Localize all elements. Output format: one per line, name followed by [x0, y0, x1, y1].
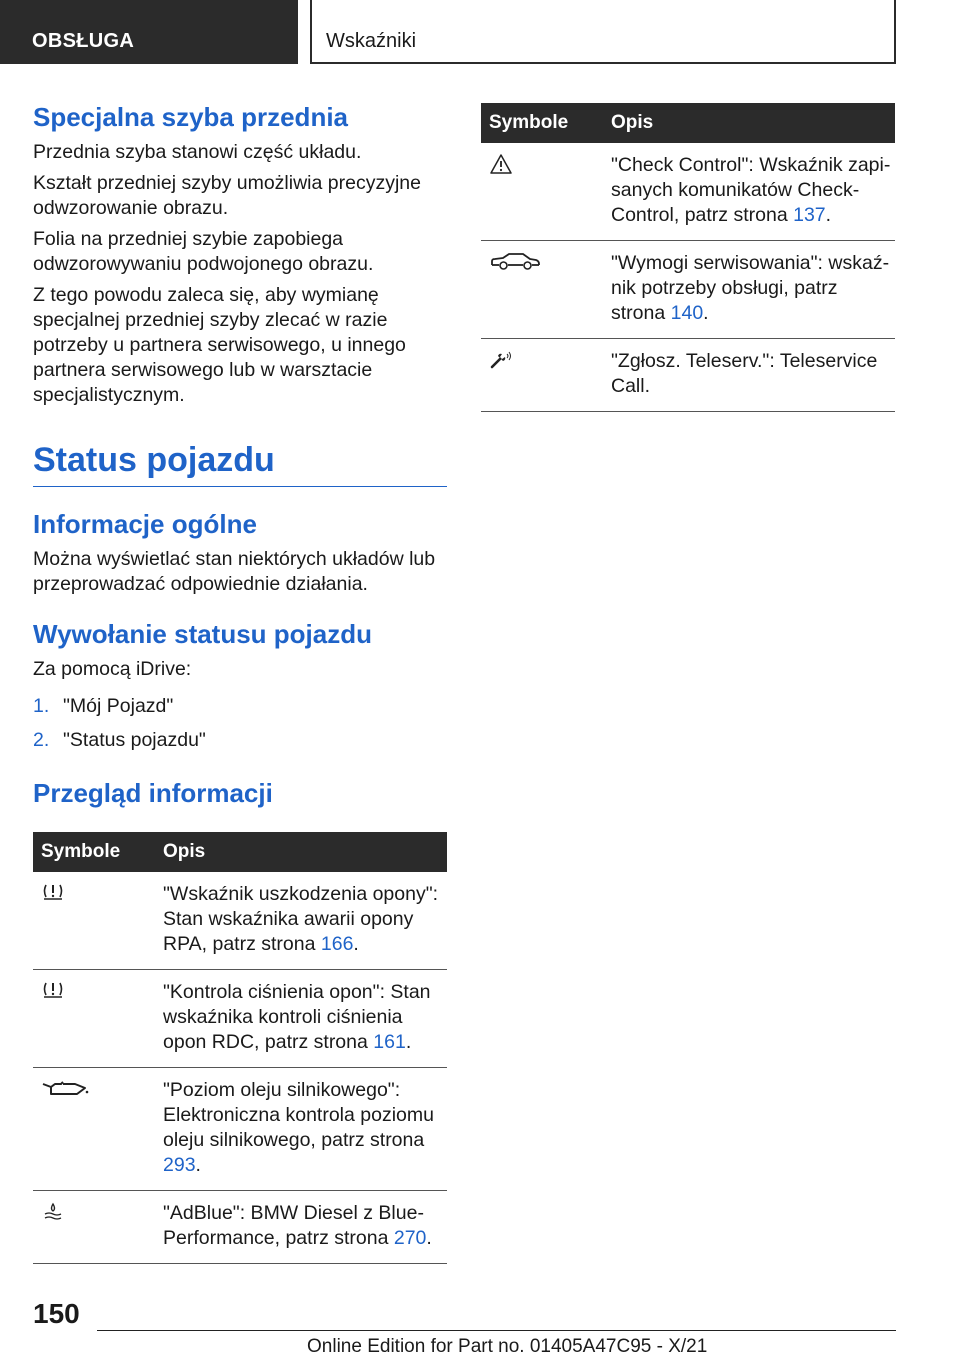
status-heading: Status pojazdu: [33, 438, 447, 487]
list-item: [33, 728, 447, 753]
symbols-table-right: [481, 103, 895, 412]
page-reference-link[interactable]: 137: [793, 204, 826, 226]
windshield-paragraph: Kształt przedniej szyby umożliwia precyzyjne odwzorowanie obrazu.: [33, 172, 421, 219]
windshield-paragraph: Folia na przedniej szybie zapobiega odwzorowywaniu podwojonego obrazu.: [33, 228, 374, 275]
row-description: "Wskaźnik uszkodzenia opony": Stan wskaźnika awarii opony RPA, patrz strona: [163, 883, 439, 955]
row-description: "Kontrola ciśnienia opon": Stan wskaźnika kontroli ciśnienia opon RDC, patrz strona: [163, 981, 431, 1053]
teleservice-icon: [489, 349, 515, 378]
row-description: "Poziom oleju silnikowego": Elektroniczna kontrola poziomu oleju silnikowego, patrz strona: [163, 1079, 434, 1151]
table-row: [481, 143, 895, 241]
page-reference-link[interactable]: 166: [320, 933, 354, 955]
description-column-header: Opis: [163, 832, 447, 872]
symbols-column-header: Symbole: [33, 832, 163, 872]
row-description: "Wymogi serwisowania": wskaźnik potrzeby obsługi, patrz strona: [611, 252, 890, 324]
call-status-heading: Wywołanie statusu pojazdu: [33, 619, 373, 649]
table-header-row: [481, 103, 895, 143]
windshield-paragraph: Przednia szyba stanowi część układu.: [33, 141, 362, 163]
row-end: .: [353, 933, 359, 955]
car-service-icon: [489, 251, 541, 278]
overview-heading: Przegląd informacji: [33, 778, 273, 808]
row-end: .: [825, 204, 832, 226]
windshield-heading: Specjalna szyba przednia: [33, 102, 349, 132]
tire-pressure-icon: [41, 980, 65, 1009]
table-row: [33, 872, 447, 970]
row-end: .: [426, 1227, 432, 1249]
warning-triangle-icon: [489, 153, 513, 182]
step-number: 1.: [33, 695, 50, 717]
list-item: [33, 694, 447, 719]
row-end: .: [703, 302, 709, 324]
symbols-column-header: Symbole: [481, 103, 611, 143]
symbols-table-left: [33, 832, 447, 1264]
page-reference-link[interactable]: 293: [163, 1154, 196, 1176]
general-info-text: Można wyświetlać stan niektórych układów lub przeprowadzać odpowiednie działania.: [33, 548, 436, 595]
page-reference-link[interactable]: 270: [393, 1227, 427, 1249]
table-row: [481, 339, 895, 412]
table-row: [33, 970, 447, 1068]
call-status-intro: Za pomocą iDrive:: [33, 658, 192, 680]
chapter-title: Wskaźniki: [310, 0, 896, 64]
row-description: "AdBlue": BMW Diesel z BluePerformance, patrz strona: [163, 1202, 424, 1249]
general-info-heading: Informacje ogólne: [33, 509, 257, 539]
row-end: .: [195, 1154, 201, 1176]
left-column: [33, 100, 447, 1264]
adblue-icon: [41, 1201, 65, 1230]
row-end: .: [405, 1031, 412, 1053]
windshield-paragraph: Z tego powodu zaleca się, aby wymianę specjalnej przedniej szyby zlecać w razie potrzeby u partnera serwisowego, u innego partnera serwisowego lub w warsztacie specjalistycznym.: [33, 284, 406, 406]
step-number: 2.: [33, 729, 50, 751]
page-reference-link[interactable]: 161: [373, 1031, 406, 1053]
table-row: [33, 1068, 447, 1191]
description-column-header: Opis: [611, 103, 895, 143]
step-text: "Status pojazdu": [63, 729, 206, 751]
table-row: [33, 1191, 447, 1264]
steps-list: [33, 694, 447, 753]
footer-divider: [97, 1330, 896, 1331]
table-row: [481, 241, 895, 339]
page-number: 150: [33, 1298, 80, 1329]
row-description: "Zgłosz. Teleserv.": Teleservice Call.: [611, 350, 878, 397]
edition-note: Online Edition for Part no. 01405A47C95 - X/21: [307, 1336, 708, 1357]
table-header-row: [33, 832, 447, 872]
row-description: "Check Control": Wskaźnik zapisanych komunikatów Check-Control, patrz strona: [611, 154, 891, 226]
right-column: [481, 103, 895, 412]
step-text: "Mój Pojazd": [63, 695, 174, 717]
oil-can-icon: [41, 1078, 89, 1105]
tire-damage-icon: [41, 882, 65, 911]
section-tab: OBSŁUGA: [0, 0, 298, 64]
page-reference-link[interactable]: 140: [670, 302, 704, 324]
